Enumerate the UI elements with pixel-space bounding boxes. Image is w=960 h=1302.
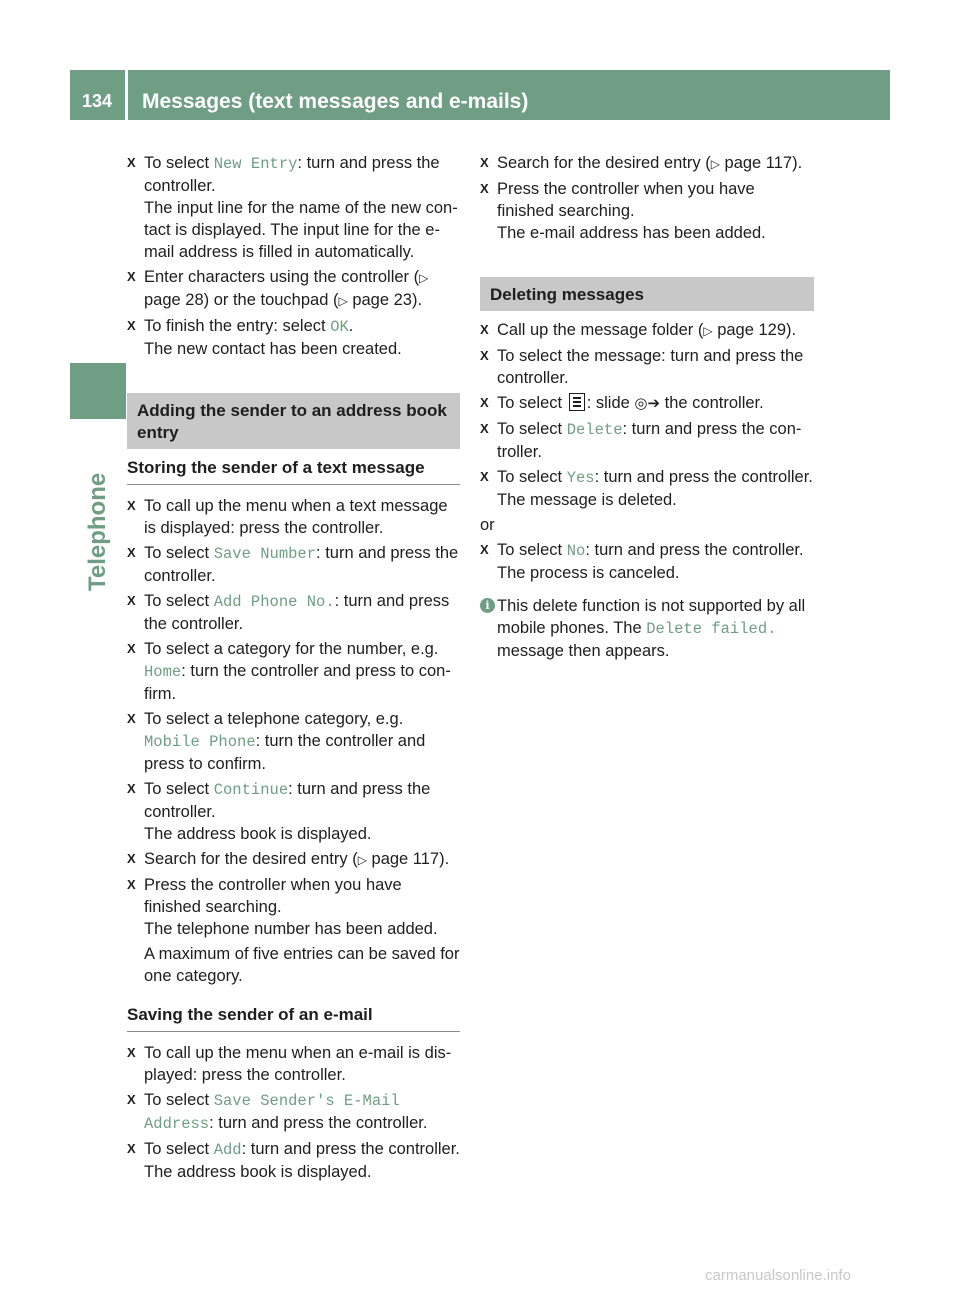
step-save-number: X To select Save Number: turn and press the controller. [127,544,459,585]
step-enter-characters: X Enter characters using the controller (▷ page 28) or the touchpad (▷ page 23). [127,268,429,309]
page-ref-link[interactable]: page 117). [724,154,803,172]
step-arrow-icon: X [480,322,489,337]
menu-item-save-number[interactable]: Save Number [213,545,317,563]
step-save-sender-email: X To select Save Sender's E-Mail Address: turn and press the controller. [127,1091,428,1133]
menu-item-save-sender-email-address[interactable]: Save Sender's E-Mail Address [144,1092,400,1133]
menu-item-no[interactable]: No [566,542,586,560]
step-arrow-icon: X [127,1045,136,1060]
chapter-title: Messages (text messages and e-mails) [142,90,529,113]
step-arrow-icon: X [127,1092,136,1107]
page-ref-icon: ▷ [710,157,720,171]
step-arrow-icon: X [127,318,136,333]
controller-slide-icon: ◎➔ [634,395,661,412]
menu-item-home[interactable]: Home [144,663,182,681]
step-new-entry: X To select New Entry: turn and press the controller. The input line for the name of the new con- tact is displayed. The input line for the e- mail address is filled in automatically. [127,152,460,263]
side-tab-marker [70,363,126,419]
step-arrow-icon: X [480,181,489,196]
menu-item-add[interactable]: Add [213,1141,242,1159]
step-result: The new contact has been created. [144,340,402,358]
step-press-when-finished: X Press the controller when you have finished searching. The e-mail address has been added. [480,178,814,244]
info-note: i This delete function is not supported by all mobile phones. The Delete failed. message then appears. [480,595,814,662]
step-arrow-icon: X [480,155,489,170]
step-arrow-icon: X [127,781,136,796]
step-arrow-icon: X [127,498,136,513]
menu-item-delete[interactable]: Delete [566,421,623,439]
menu-item-continue[interactable]: Continue [213,781,289,799]
step-delete: X To select Delete: turn and press the con- troller. [480,420,802,461]
step-result: The e-mail address has been added. [497,224,766,242]
section-heading-adding-sender: Adding the sender to an address book entry [127,393,460,449]
step-no: X To select No: turn and press the controller. The process is canceled. [480,539,814,584]
header-divider [125,70,128,120]
step-select-telephone-category: X To select a telephone category, e.g. Mobile Phone: turn the controller and press to confirm. [127,710,426,773]
menu-item-yes[interactable]: Yes [566,469,595,487]
step-select-message: X To select the message: turn and press the controller. [480,347,804,387]
page-number: 134 [81,91,113,111]
or-separator: or [480,516,495,534]
left-column [127,152,460,1186]
subheading-saving-sender-email: Saving the sender of an e-mail [127,1004,460,1032]
page-ref-link[interactable]: page 129). [717,321,797,339]
menu-item-add-phone-no[interactable]: Add Phone No. [213,593,335,611]
step-add: X To select Add: turn and press the controller. The address book is displayed. [127,1140,460,1181]
page-ref-link[interactable]: page 23). [352,291,423,309]
page-ref-link[interactable]: page 117). [371,850,450,868]
step-result: The address book is displayed. [144,1163,372,1181]
menu-item-mobile-phone[interactable]: Mobile Phone [144,733,256,751]
step-arrow-icon: X [127,269,136,284]
watermark: carmanualsonline.info [705,1267,851,1284]
step-result: The input line for the name of the new con- tact is displayed. The input line for the e- mail address is filled in automatically. [144,199,458,261]
page-ref-icon: ▷ [703,324,713,338]
step-arrow-icon: X [480,469,489,484]
step-select-category: X To select a category for the number, e.g. Home: turn the controller and press to con- firm. [127,640,451,703]
step-arrow-icon: X [127,851,136,866]
side-tab-label: Telephone [84,472,111,591]
step-result: The message is deleted. [497,491,677,509]
page-ref-icon: ▷ [419,271,429,285]
menu-item-ok[interactable]: OK [330,318,349,336]
message-delete-failed: Delete failed. [646,620,777,638]
step-finish-entry: X To finish the entry: select OK. The new contact has been created. [127,315,460,360]
page-ref-icon: ▷ [338,294,348,308]
step-press-when-finished: X Press the controller when you have finished searching. The telephone number has been added. A maximum of five entries can be saved for one category. [127,876,460,985]
step-search-entry: X Search for the desired entry (▷ page 117). [127,850,450,868]
step-arrow-icon: X [127,155,136,170]
step-arrow-icon: X [480,421,489,436]
step-result: A maximum of five entries can be saved for one category. [144,945,460,985]
right-column [480,152,814,662]
step-arrow-icon: X [127,877,136,892]
step-arrow-icon: X [480,542,489,557]
step-call-up-menu-email: X To call up the menu when an e-mail is dis- played: press the controller. [127,1044,452,1084]
step-result: The address book is displayed. [144,825,372,843]
step-yes: X To select Yes: turn and press the controller. The message is deleted. [480,468,813,509]
step-select-options: X To select : slide ◎➔ the controller. [480,394,764,412]
step-arrow-icon: X [480,348,489,363]
info-icon: i [480,598,495,613]
step-arrow-icon: X [480,395,489,410]
section-heading-deleting-messages: Deleting messages [480,277,814,311]
step-continue: X To select Continue: turn and press the controller. The address book is displayed. [127,778,460,845]
step-add-phone-no: X To select Add Phone No.: turn and press the controller. [127,592,450,633]
page-ref-icon: ▷ [357,853,367,867]
step-arrow-icon: X [127,1141,136,1156]
subheading-storing-sender-text: Storing the sender of a text message [127,457,460,485]
menu-item-new-entry[interactable]: New Entry [213,155,298,173]
step-result: The telephone number has been added. [144,920,438,938]
step-arrow-icon: X [127,545,136,560]
step-call-up-folder: X Call up the message folder (▷ page 129). [480,321,797,339]
page-ref-link[interactable]: page 28) or the touchpad ( [144,291,339,309]
step-call-up-menu-text: X To call up the menu when a text message is displayed: press the controller. [127,497,448,537]
step-arrow-icon: X [127,593,136,608]
step-arrow-icon: X [127,641,136,656]
step-search-entry: X Search for the desired entry (▷ page 117). [480,154,803,172]
step-result: The process is canceled. [497,564,680,582]
step-arrow-icon: X [127,711,136,726]
options-menu-icon[interactable] [569,393,585,411]
